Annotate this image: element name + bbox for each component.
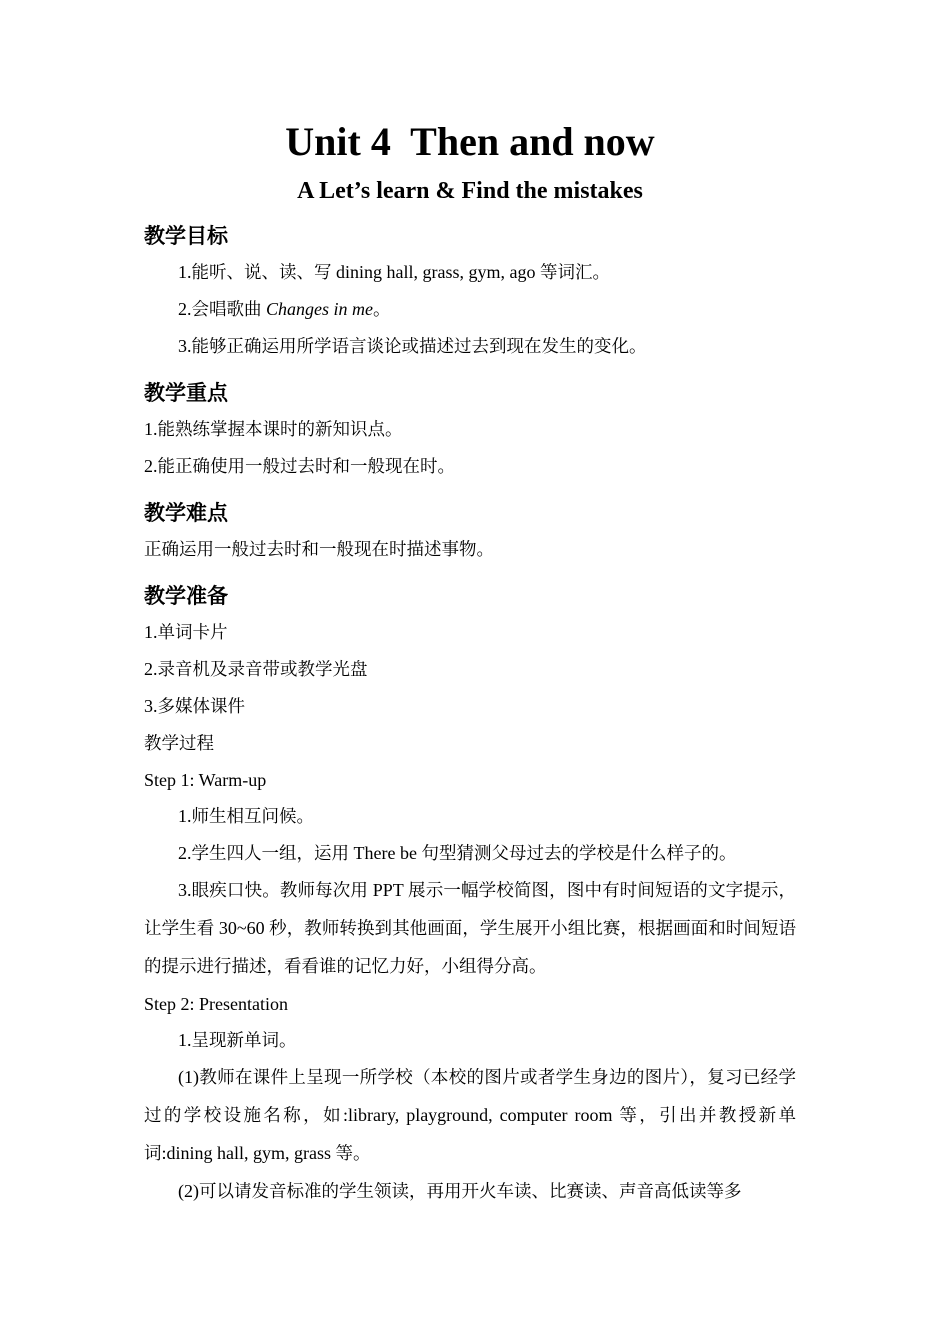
objective-1-words: dining hall, grass, gym, ago — [331, 262, 540, 282]
step1-item-3-seconds: 30~60 — [214, 918, 270, 938]
preparation-section — [144, 582, 796, 725]
preparation-2-text: 录音机及录音带或教学光盘 — [157, 660, 368, 680]
objective-1-number: 1. — [178, 262, 192, 282]
objective-item-2 — [144, 291, 796, 328]
step1-item-3-text-b: 展示一幅学校简图，图中有时间短语的文字提示，让学生看 — [144, 881, 797, 939]
key-point-item-1 — [144, 411, 796, 448]
step2-item-1 — [144, 1022, 796, 1059]
preparation-item-2 — [144, 651, 796, 688]
step1-item-3-ppt: PPT — [368, 880, 409, 900]
step2-sub-1 — [144, 1059, 796, 1173]
objective-1-suffix: 等词汇。 — [539, 263, 610, 283]
objective-item-3 — [144, 328, 796, 365]
step2-item-1-text: 呈现新单词。 — [191, 1031, 297, 1051]
page-title: Unit 4 Then and now — [285, 119, 655, 164]
step1-item-1-number: 1. — [178, 806, 192, 826]
song-title: Changes in me — [261, 299, 373, 319]
page-subtitle: A Let’s learn & Find the mistakes — [297, 178, 643, 204]
key-point-1-text: 能熟练掌握本课时的新知识点。 — [157, 420, 403, 440]
step1-item-2-suffix: 句型猜测父母过去的学校是什么样子的。 — [421, 844, 737, 864]
key-points-heading: 教学重点 — [144, 381, 228, 405]
preparation-item-3 — [144, 688, 796, 725]
step1-item-2-text: 学生四人一组，运用 — [191, 844, 349, 864]
preparation-2-number: 2. — [144, 659, 158, 679]
key-point-2-number: 2. — [144, 456, 158, 476]
step1-item-2 — [144, 835, 796, 872]
preparation-1-text: 单词卡片 — [157, 623, 228, 643]
objective-2-text: 会唱歌曲 — [191, 300, 262, 320]
preparation-1-number: 1. — [144, 622, 158, 642]
objectives-heading: 教学目标 — [144, 224, 228, 248]
step2-item-1-number: 1. — [178, 1030, 192, 1050]
step2-sub-2-number: (2) — [178, 1181, 199, 1201]
preparation-item-1 — [144, 614, 796, 651]
objective-item-1 — [144, 254, 796, 291]
process-section — [144, 725, 796, 1211]
step1-item-1-text: 师生相互问候。 — [191, 807, 314, 827]
step2-sub-1-text-b: 等，引出并教授新单词 — [144, 1106, 797, 1164]
difficulties-section — [144, 499, 796, 568]
preparation-heading: 教学准备 — [144, 584, 228, 608]
step2-sub-1-text-c: 等。 — [335, 1144, 371, 1164]
process-heading: 教学过程 — [144, 734, 214, 754]
step2-sub-1-number: (1) — [178, 1067, 199, 1087]
difficulties-heading: 教学难点 — [144, 501, 228, 525]
objective-3-number: 3. — [178, 336, 192, 356]
step1-item-3 — [144, 872, 796, 986]
step1-item-3-text-c: 秒，教师转换到其他画面，学生展开小组比赛，根据画面和时间短语的提示进行描述，看看谁的记忆力好，小组得分高。 — [144, 919, 797, 977]
key-points-section — [144, 379, 796, 485]
preparation-3-text: 多媒体课件 — [157, 697, 245, 717]
step1-item-1 — [144, 798, 796, 835]
step1-label: Step 1: Warm-up — [144, 770, 267, 790]
step2-sub-2 — [144, 1173, 796, 1211]
objective-1-text: 能听、说、读、写 — [191, 263, 332, 283]
process-heading-line — [144, 725, 796, 762]
step1-item-2-number: 2. — [178, 843, 192, 863]
step1-item-3-text-a: 眼疾口快。教师每次用 — [191, 881, 369, 901]
objective-2-suffix: 。 — [373, 300, 391, 320]
step1-item-2-english: There be — [349, 843, 422, 863]
document-page — [144, 118, 796, 1211]
difficulty-text-line — [144, 531, 796, 568]
step2-sub-1-text-a: 教师在课件上呈现一所学校（本校的图片或者学生身边的图片），复习已经学过的学校设施名称，如 — [144, 1068, 796, 1126]
key-point-item-2 — [144, 448, 796, 485]
objectives-section — [144, 222, 796, 365]
step2-sub-1-review-words: :library, playground, computer room — [342, 1105, 620, 1125]
step2-label: Step 2: Presentation — [144, 994, 288, 1014]
objective-3-text: 能够正确运用所学语言谈论或描述过去到现在发生的变化。 — [191, 337, 647, 357]
key-point-2-text: 能正确使用一般过去时和一般现在时。 — [157, 457, 455, 477]
preparation-3-number: 3. — [144, 696, 158, 716]
key-point-1-number: 1. — [144, 419, 158, 439]
step2-sub-2-text: 可以请发音标准的学生领读，再用开火车读、比赛读、声音高低读等多 — [199, 1182, 742, 1202]
step2-sub-1-new-words: :dining hall, gym, grass — [161, 1143, 336, 1163]
difficulty-text: 正确运用一般过去时和一般现在时描述事物。 — [144, 540, 494, 560]
step1-item-3-number: 3. — [178, 880, 192, 900]
objective-2-number: 2. — [178, 299, 192, 319]
